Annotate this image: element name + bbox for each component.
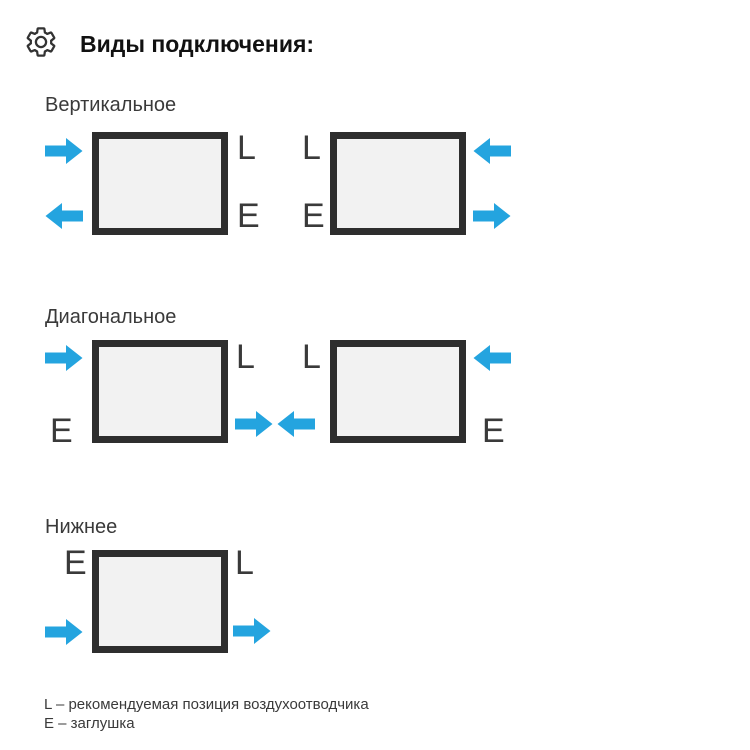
arrow-left-icon: [45, 202, 83, 230]
air-vent-label: L: [235, 544, 254, 582]
arrow-left-icon: [473, 344, 511, 372]
gear-icon: [24, 25, 58, 64]
plug-label: E: [302, 197, 325, 235]
air-vent-label: L: [237, 129, 256, 167]
legend-air-vent: L – рекомендуемая позиция воздухоотводчика: [44, 696, 369, 713]
plug-label: E: [50, 412, 73, 450]
plug-label: E: [64, 544, 87, 582]
page-title: Виды подключения:: [80, 31, 315, 57]
radiator-box: [92, 550, 228, 653]
section-title-bottom: Нижнее: [45, 516, 118, 538]
plug-label: E: [237, 197, 260, 235]
arrow-left-icon: [473, 137, 511, 165]
air-vent-label: L: [236, 338, 255, 376]
air-vent-label: L: [302, 129, 321, 167]
arrow-right-icon: [45, 137, 83, 165]
plug-label: E: [482, 412, 505, 450]
arrow-left-icon: [277, 410, 315, 438]
arrow-right-icon: [45, 618, 83, 646]
arrow-right-icon: [45, 344, 83, 372]
radiator-box: [92, 132, 228, 235]
radiator-box: [330, 340, 466, 443]
radiator-box: [330, 132, 466, 235]
radiator-box: [92, 340, 228, 443]
arrow-right-icon: [233, 617, 271, 645]
section-title-diagonal: Диагональное: [45, 306, 177, 328]
arrow-right-icon: [473, 202, 511, 230]
section-title-vertical: Вертикальное: [45, 94, 177, 116]
air-vent-label: L: [302, 338, 321, 376]
legend-plug: E – заглушка: [44, 715, 135, 732]
arrow-right-icon: [235, 410, 273, 438]
